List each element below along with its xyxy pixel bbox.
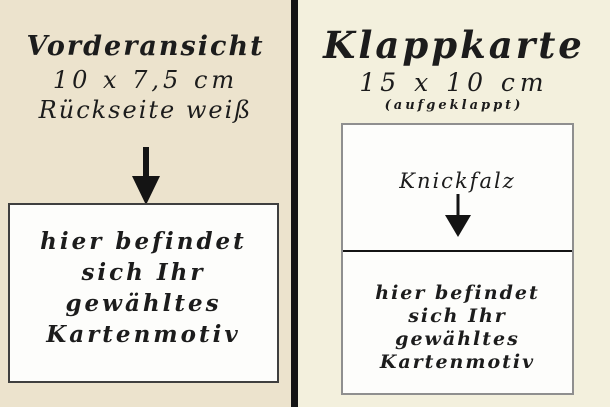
folding-card-dimensions: 15 x 10 cm: [359, 68, 549, 97]
panel-divider: [291, 0, 298, 407]
motif-text-line: sich Ihr: [408, 305, 507, 327]
front-view-title: Vorderansicht: [26, 31, 265, 62]
backside-note: Rückseite weiß: [38, 96, 253, 124]
fold-top-half: [343, 125, 572, 252]
fold-label: Knickfalz: [399, 169, 516, 193]
motif-text-line: gewähltes: [65, 290, 222, 317]
motif-text-line: gewähltes: [395, 328, 520, 350]
down-arrow-icon: [131, 147, 161, 205]
motif-text-line: hier befindet: [375, 282, 540, 304]
folding-card-title: Klappkarte: [323, 23, 585, 67]
motif-text-line: hier befindet: [40, 228, 247, 255]
front-view-dimensions: 10 x 7,5 cm: [52, 66, 239, 94]
folding-card-placeholder: [341, 123, 574, 395]
motif-text-line: Kartenmotiv: [46, 321, 241, 348]
down-arrow-thin-icon: [443, 194, 473, 237]
motif-text-line: Kartenmotiv: [379, 351, 536, 373]
motif-text-line: sich Ihr: [81, 259, 206, 286]
unfolded-note: (aufgeklappt): [384, 98, 524, 113]
fold-bottom-half: [343, 252, 572, 393]
card-motif-placeholder: [8, 203, 279, 383]
front-view-panel: [0, 0, 291, 407]
folding-card-panel: [298, 0, 610, 407]
